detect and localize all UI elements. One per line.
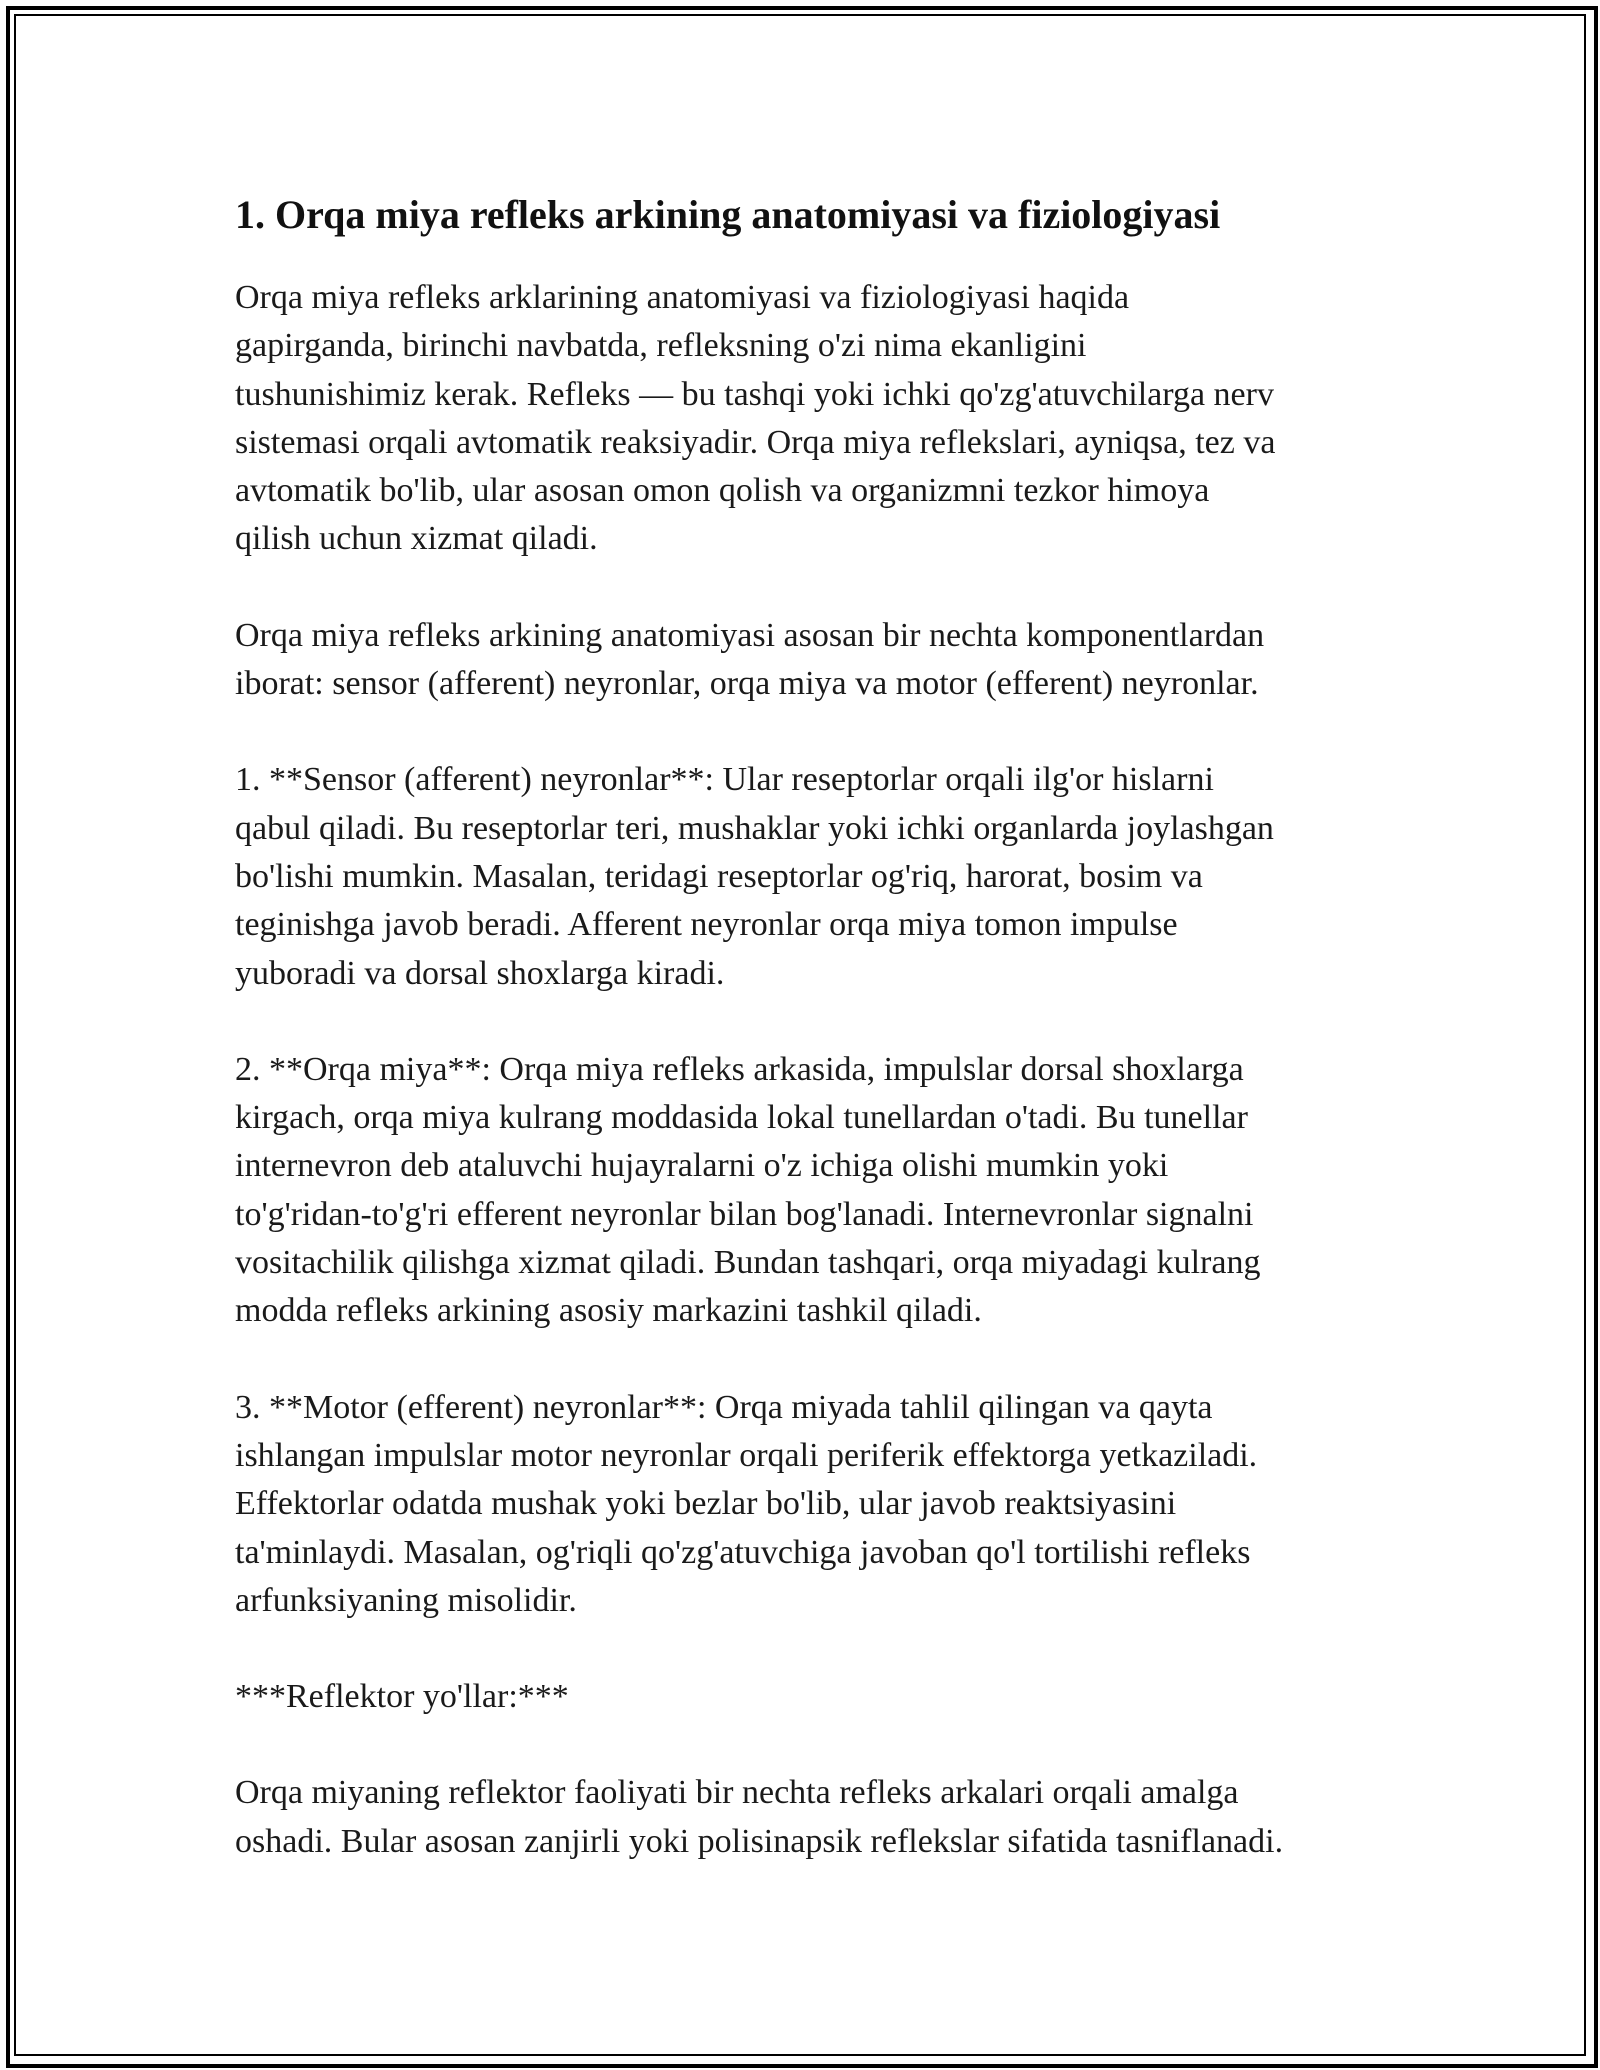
text-line: gapirganda, birinchi navbatda, refleksning o'zi nima ekanligini: [235, 327, 1087, 365]
text-line: teginishga javob beradi. Afferent neyronlar orqa miya tomon impulse: [235, 906, 1178, 944]
text-line: 1. **Sensor (afferent) neyronlar**: Ular reseptorlar orqali ilg'or hislarni: [235, 761, 1214, 799]
paragraph-list: [235, 274, 1395, 1866]
text-line: to'g'ridan-to'g'ri efferent neyronlar bilan bog'lanadi. Internevronlar signalni: [235, 1195, 1254, 1233]
document-body: [235, 188, 1395, 1914]
text-line: arfunksiyaning misolidir.: [235, 1581, 577, 1619]
text-line: bo'lishi mumkin. Masalan, teridagi reseptorlar og'riq, harorat, bosim va: [235, 857, 1203, 895]
body-paragraph: [235, 1046, 1395, 1336]
text-line: Orqa miya refleks arkining anatomiyasi asosan bir nechta komponentlardan: [235, 616, 1265, 654]
text-line: sistemasi orqali avtomatik reaksiyadir. Orqa miya reflekslari, ayniqsa, tez va: [235, 423, 1276, 461]
body-paragraph: [235, 274, 1395, 564]
text-line: ta'minlaydi. Masalan, og'riqli qo'zg'atuvchiga javoban qo'l tortilishi refleks: [235, 1533, 1251, 1571]
text-line: tushunishimiz kerak. Refleks — bu tashqi yoki ichki qo'zg'atuvchilarga nerv: [235, 375, 1274, 413]
section-heading: 1. Orqa miya refleks arkining anatomiyasi va fiziologiyasi: [235, 192, 1221, 237]
text-line: Orqa miyaning reflektor faoliyati bir nechta refleks arkalari orqali amalga: [235, 1774, 1239, 1812]
text-line: 2. **Orqa miya**: Orqa miya refleks arkasida, impulslar dorsal shoxlarga: [235, 1050, 1244, 1088]
text-line: iborat: sensor (afferent) neyronlar, orqa miya va motor (efferent) neyronlar.: [235, 665, 1259, 703]
body-paragraph: [235, 1769, 1395, 1866]
text-line: internevron deb ataluvchi hujayralarni o'z ichiga olishi mumkin yoki: [235, 1147, 1169, 1185]
text-line: Orqa miya refleks arklarining anatomiyasi va fiziologiyasi haqida: [235, 279, 1130, 316]
text-line: avtomatik bo'lib, ular asosan omon qolish va organizmni tezkor himoya: [235, 472, 1210, 510]
text-line: Effektorlar odatda mushak yoki bezlar bo'lib, ular javob reaktsiyasini: [235, 1485, 1177, 1523]
text-line: kirgach, orqa miya kulrang moddasida lokal tunellardan o'tadi. Bu tunellar: [235, 1099, 1248, 1137]
body-paragraph: [235, 1673, 1395, 1721]
text-line: yuboradi va dorsal shoxlarga kiradi.: [235, 954, 725, 992]
body-paragraph: [235, 756, 1395, 997]
text-line: oshadi. Bular asosan zanjirli yoki polisinapsik reflekslar sifatida tasniflanadi.: [235, 1822, 1284, 1860]
body-paragraph: [235, 612, 1395, 709]
text-line: qabul qiladi. Bu reseptorlar teri, mushaklar yoki ichki organlarda joylashgan: [235, 809, 1274, 847]
text-line: 3. **Motor (efferent) neyronlar**: Orqa miyada tahlil qilingan va qayta: [235, 1388, 1213, 1426]
text-line: ***Reflektor yo'llar:***: [235, 1678, 569, 1716]
text-line: qilish uchun xizmat qiladi.: [235, 520, 598, 558]
body-paragraph: [235, 1384, 1395, 1625]
text-line: modda refleks arkining asosiy markazini tashkil qiladi.: [235, 1292, 982, 1330]
text-line: ishlangan impulslar motor neyronlar orqali periferik effektorga yetkaziladi.: [235, 1436, 1258, 1474]
text-line: vositachilik qilishga xizmat qiladi. Bundan tashqari, orqa miyadagi kulrang: [235, 1244, 1261, 1282]
